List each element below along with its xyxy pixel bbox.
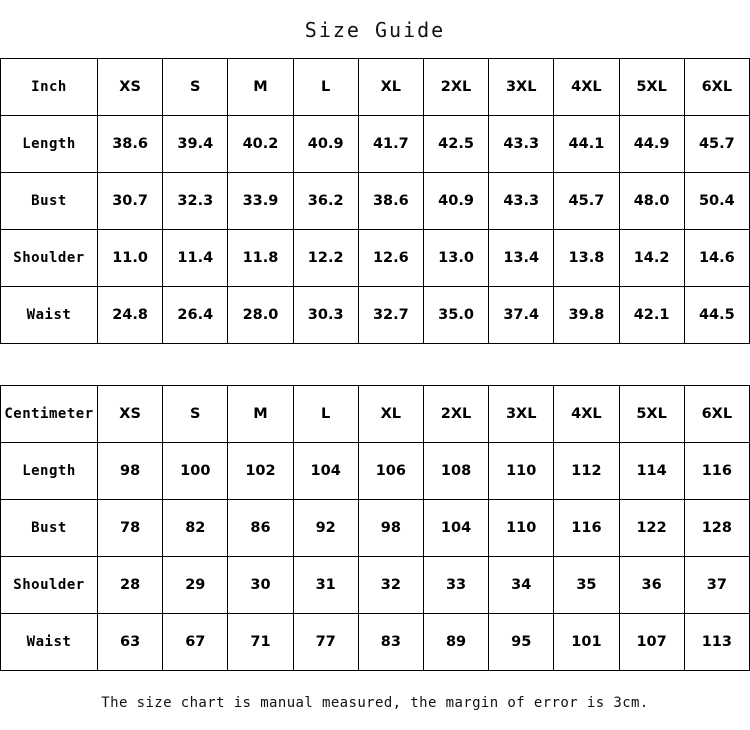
column-header: L [293, 386, 358, 443]
page-title: Size Guide [304, 18, 446, 42]
table-row [1, 500, 750, 557]
table-cell: 35.0 [423, 287, 488, 344]
table-cell: 34 [489, 557, 554, 614]
table-cell: 43.3 [489, 173, 554, 230]
table-cell: 31 [293, 557, 358, 614]
table-cell: 106 [358, 443, 423, 500]
footer-note: The size chart is manual measured, the margin of error is 3cm. [101, 695, 649, 711]
table-cell: 45.7 [554, 173, 619, 230]
row-label: Bust [1, 500, 98, 557]
column-header: 3XL [489, 386, 554, 443]
table-cell: 30.3 [293, 287, 358, 344]
table-cell: 101 [554, 614, 619, 671]
table-header-row [1, 59, 750, 116]
table-row [1, 557, 750, 614]
table-cell: 36.2 [293, 173, 358, 230]
table-cell: 14.2 [619, 230, 684, 287]
unit-label-centimeter: Centimeter [1, 386, 98, 443]
table-cell: 32.7 [358, 287, 423, 344]
table-cell: 40.2 [228, 116, 293, 173]
table-cell: 116 [554, 500, 619, 557]
unit-label-inch: Inch [1, 59, 98, 116]
row-label: Waist [1, 614, 98, 671]
column-header: XL [358, 386, 423, 443]
table-row [1, 287, 750, 344]
table-cell: 38.6 [358, 173, 423, 230]
column-header: 2XL [423, 386, 488, 443]
table-cell: 11.0 [98, 230, 163, 287]
table-cell: 32.3 [163, 173, 228, 230]
table-cell: 32 [358, 557, 423, 614]
table-cell: 42.5 [423, 116, 488, 173]
column-header: 6XL [684, 59, 749, 116]
table-row [1, 614, 750, 671]
row-label: Length [1, 443, 98, 500]
table-cell: 50.4 [684, 173, 749, 230]
column-header: 5XL [619, 386, 684, 443]
row-label: Bust [1, 173, 98, 230]
column-header: S [163, 59, 228, 116]
table-cell: 98 [358, 500, 423, 557]
column-header: XS [98, 386, 163, 443]
table-cell: 12.2 [293, 230, 358, 287]
table-cell: 40.9 [293, 116, 358, 173]
table-cell: 13.0 [423, 230, 488, 287]
table-cell: 24.8 [98, 287, 163, 344]
table-cell: 28 [98, 557, 163, 614]
table-cell: 13.4 [489, 230, 554, 287]
table-cell: 128 [684, 500, 749, 557]
table-cell: 112 [554, 443, 619, 500]
table-cell: 104 [293, 443, 358, 500]
table-cell: 44.5 [684, 287, 749, 344]
table-cell: 45.7 [684, 116, 749, 173]
table-cell: 104 [423, 500, 488, 557]
table-cell: 102 [228, 443, 293, 500]
column-header: XL [358, 59, 423, 116]
table-row [1, 116, 750, 173]
table-cell: 63 [98, 614, 163, 671]
table-cell: 30 [228, 557, 293, 614]
table-cell: 26.4 [163, 287, 228, 344]
table-cell: 29 [163, 557, 228, 614]
table-cell: 78 [98, 500, 163, 557]
table-cell: 86 [228, 500, 293, 557]
table-cell: 83 [358, 614, 423, 671]
table-row [1, 230, 750, 287]
column-header: 3XL [489, 59, 554, 116]
table-cell: 116 [684, 443, 749, 500]
table-cell: 82 [163, 500, 228, 557]
column-header: 6XL [684, 386, 749, 443]
table-cell: 33.9 [228, 173, 293, 230]
size-table-inch [0, 58, 750, 344]
table-cell: 77 [293, 614, 358, 671]
row-label: Shoulder [1, 557, 98, 614]
table-cell: 110 [489, 443, 554, 500]
table-cell: 43.3 [489, 116, 554, 173]
table-cell: 12.6 [358, 230, 423, 287]
row-label: Length [1, 116, 98, 173]
table-separator [0, 344, 750, 385]
table-cell: 107 [619, 614, 684, 671]
column-header: L [293, 59, 358, 116]
table-cell: 100 [163, 443, 228, 500]
table-cell: 114 [619, 443, 684, 500]
column-header: XS [98, 59, 163, 116]
column-header: 4XL [554, 59, 619, 116]
table-cell: 35 [554, 557, 619, 614]
table-cell: 122 [619, 500, 684, 557]
table-row [1, 173, 750, 230]
table-row [1, 443, 750, 500]
table-cell: 44.9 [619, 116, 684, 173]
table-cell: 44.1 [554, 116, 619, 173]
column-header: S [163, 386, 228, 443]
column-header: 2XL [423, 59, 488, 116]
row-label: Waist [1, 287, 98, 344]
table-cell: 113 [684, 614, 749, 671]
table-cell: 40.9 [423, 173, 488, 230]
table-cell: 98 [98, 443, 163, 500]
table-cell: 89 [423, 614, 488, 671]
table-cell: 71 [228, 614, 293, 671]
table-cell: 39.8 [554, 287, 619, 344]
column-header: 4XL [554, 386, 619, 443]
table-cell: 48.0 [619, 173, 684, 230]
column-header: M [228, 59, 293, 116]
column-header: 5XL [619, 59, 684, 116]
table-cell: 92 [293, 500, 358, 557]
table-cell: 30.7 [98, 173, 163, 230]
table-cell: 67 [163, 614, 228, 671]
table-cell: 38.6 [98, 116, 163, 173]
row-label: Shoulder [1, 230, 98, 287]
table-cell: 11.8 [228, 230, 293, 287]
table-cell: 42.1 [619, 287, 684, 344]
table-cell: 36 [619, 557, 684, 614]
table-cell: 41.7 [358, 116, 423, 173]
table-cell: 110 [489, 500, 554, 557]
table-cell: 95 [489, 614, 554, 671]
table-header-row [1, 386, 750, 443]
table-cell: 13.8 [554, 230, 619, 287]
size-table-centimeter [0, 385, 750, 671]
table-cell: 33 [423, 557, 488, 614]
table-cell: 11.4 [163, 230, 228, 287]
column-header: M [228, 386, 293, 443]
table-cell: 37.4 [489, 287, 554, 344]
table-cell: 39.4 [163, 116, 228, 173]
table-cell: 14.6 [684, 230, 749, 287]
table-cell: 28.0 [228, 287, 293, 344]
table-cell: 37 [684, 557, 749, 614]
table-cell: 108 [423, 443, 488, 500]
